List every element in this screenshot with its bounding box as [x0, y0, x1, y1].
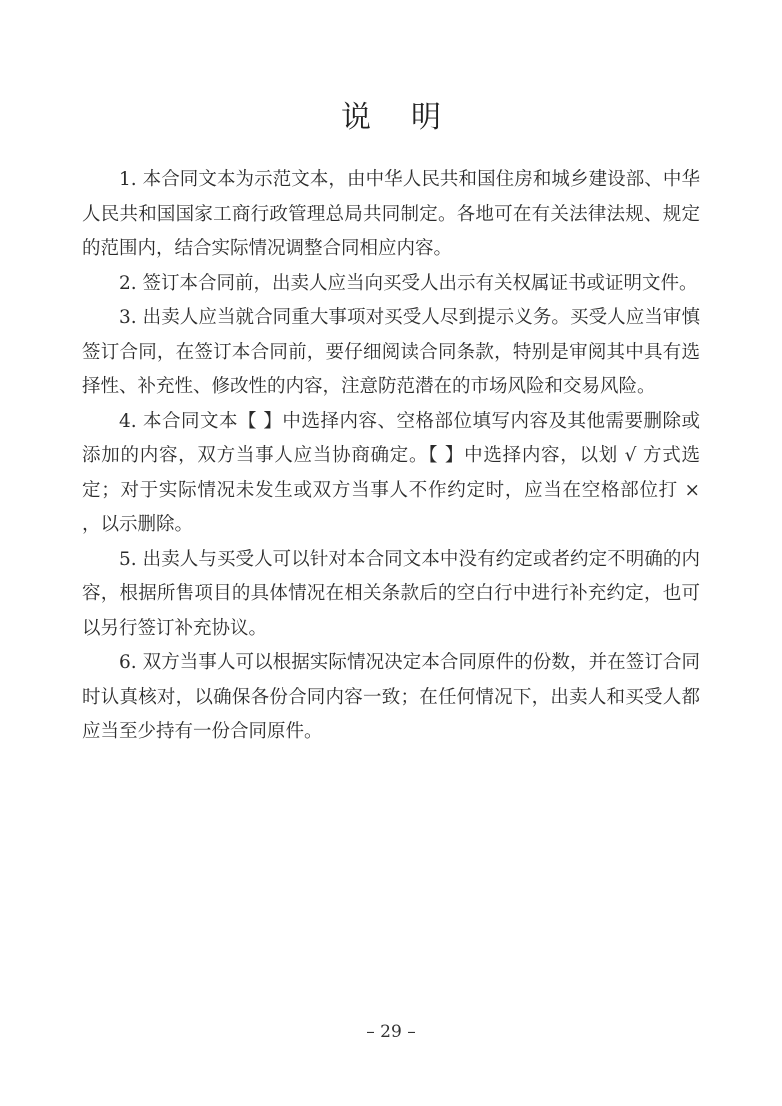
- instructions-body: [82, 163, 700, 750]
- page-title: 说明: [341, 100, 481, 135]
- paragraph-3: 3. 出卖人应当就合同重大事项对买受人尽到提示义务。买受人应当审慎签订合同，在签订本合同前，要仔细阅读合同条款，特别是审阅其中具有选择性、补充性、修改性的内容，注意防范潜在的市场风险和交易风险。: [82, 307, 700, 397]
- paragraph-6: 6. 双方当事人可以根据实际情况决定本合同原件的份数，并在签订合同时认真核对，以确保各份合同内容一致；在任何情况下，出卖人和买受人都应当至少持有一份合同原件。: [82, 652, 700, 742]
- page-number: – 29 –: [366, 1022, 416, 1042]
- paragraph-5: 5. 出卖人与买受人可以针对本合同文本中没有约定或者约定不明确的内容，根据所售项目的具体情况在相关条款后的空白行中进行补充约定，也可以另行签订补充协议。: [82, 548, 700, 639]
- paragraph-2: 2. 签订本合同前，出卖人应当向买受人出示有关权属证书或证明文件。: [119, 272, 698, 294]
- paragraph-4: 4. 本合同文本【 】中选择内容、空格部位填写内容及其他需要删除或添加的内容，双方当事人应当协商确定。【 】中选择内容，以划 √ 方式选定；对于实际情况未发生或双方当事人不作约定时，应当在空格部位打 × ，以示删除。: [82, 410, 700, 535]
- paragraph-1: 1. 本合同文本为示范文本，由中华人民共和国住房和城乡建设部、中华人民共和国国家工商行政管理总局共同制定。各地可在有关法律法规、规定的范围内，结合实际情况调整合同相应内容。: [82, 169, 700, 259]
